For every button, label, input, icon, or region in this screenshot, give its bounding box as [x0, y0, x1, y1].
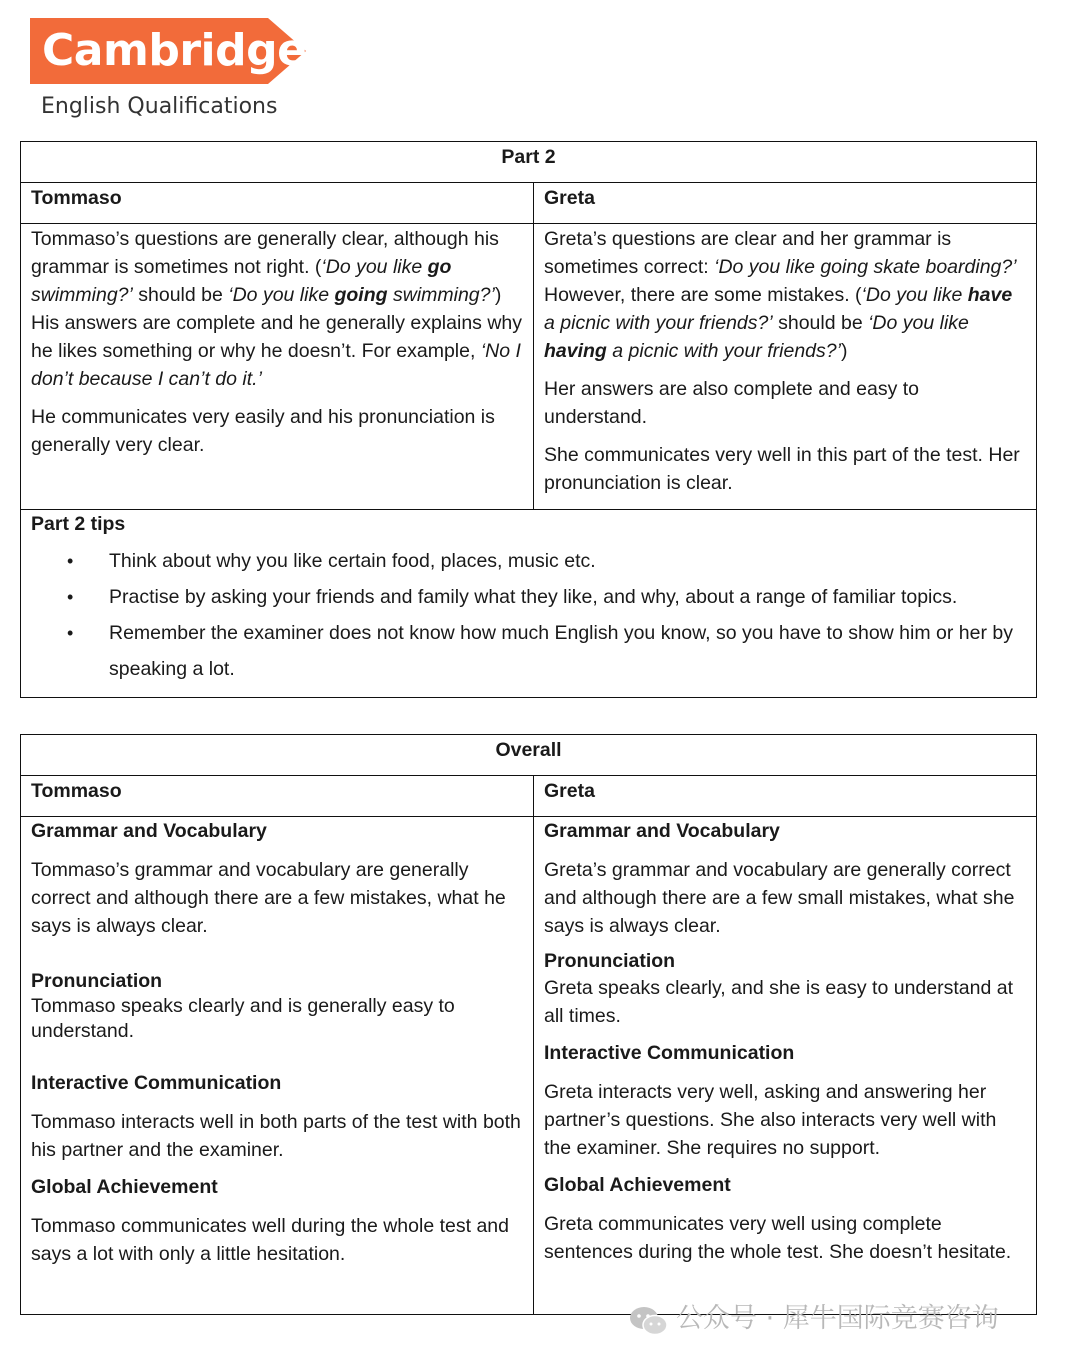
greta-interactive-heading: Interactive Communication: [544, 1042, 795, 1064]
part2-greta-header: Greta: [534, 183, 1037, 224]
greta-pronunciation-text: Greta speaks clearly, and she is easy to understand at all times.: [544, 977, 1013, 1027]
logo-subtitle: English Qualifications: [41, 94, 278, 119]
greta-grammar-text: Greta’s grammar and vocabulary are generally correct and although there are a few small mistakes, what she says is always clear.: [544, 859, 1015, 937]
tommaso-grammar-heading: Grammar and Vocabulary: [31, 820, 267, 842]
wechat-icon: [628, 1304, 668, 1336]
greta-grammar-heading: Grammar and Vocabulary: [544, 820, 780, 842]
bullet-icon: •: [67, 587, 74, 607]
list-item: • Remember the examiner does not know how much English you know, so you have to show him or her by speaking a lot.: [99, 615, 1026, 687]
tommaso-grammar-text: Tommaso’s grammar and vocabulary are generally correct and although there are a few mistakes, what he says is always clear.: [31, 859, 506, 937]
logo-wordmark: Cambridge: [42, 25, 307, 76]
part2-title: Part 2: [21, 142, 1037, 183]
part2-tommaso-paragraph-2: He communicates very easily and his pronunciation is generally very clear.: [31, 406, 495, 456]
part2-greta-paragraph-1: Greta’s questions are clear and her grammar is sometimes correct: ‘Do you like going skate boarding?’ However, there are some mistakes. (‘Do you like have a picnic with your friends?’ should be ‘Do you like having a picnic with your friends?’): [544, 228, 1017, 362]
overall-table: [20, 734, 1037, 1315]
part2-greta-paragraph-2: Her answers are also complete and easy to understand.: [544, 378, 920, 428]
part2-tips-cell: [21, 510, 1037, 698]
list-item: • Practise by asking your friends and family what they like, and why, about a range of familiar topics.: [99, 579, 1026, 615]
part2-tommaso-header: Tommaso: [21, 183, 534, 224]
cambridge-logo: [30, 18, 306, 84]
list-item: • Think about why you like certain food, places, music etc.: [99, 543, 1026, 579]
greta-global-heading: Global Achievement: [544, 1174, 731, 1196]
part2-tommaso-cell: [21, 224, 534, 510]
part2-table: [20, 141, 1037, 698]
part2-tommaso-paragraph-1: Tommaso’s questions are generally clear, although his grammar is sometimes not right. (‘Do you like go swimming?’ should be ‘Do you like going swimming?’) His answers are complete and he generally explains why he likes something or why he doesn’t. For example, ‘No I don’t because I can’t do it.’: [31, 228, 523, 390]
part2-greta-cell: [534, 224, 1037, 510]
greta-global-text: Greta communicates very well using complete sentences during the whole test. She doesn’t hesitate.: [544, 1213, 1012, 1263]
watermark-text: 公众号 · 犀牛国际竞赛咨询: [676, 1303, 999, 1334]
tommaso-pronunciation-text: Tommaso speaks clearly and is generally easy to understand.: [31, 995, 455, 1042]
overall-greta-cell: [534, 817, 1037, 1315]
greta-interactive-text: Greta interacts very well, asking and answering her partner’s questions. She also interacts very well with the examiner. She requires no support.: [544, 1081, 997, 1159]
tommaso-interactive-heading: Interactive Communication: [31, 1072, 282, 1094]
overall-tommaso-cell: [21, 817, 534, 1315]
greta-pronunciation-heading: Pronunciation: [544, 950, 676, 972]
overall-greta-header: Greta: [534, 776, 1037, 817]
tommaso-interactive-text: Tommaso interacts well in both parts of the test with both his partner and the examiner.: [31, 1111, 521, 1161]
part2-tips-list: [31, 543, 1026, 687]
bullet-icon: •: [67, 551, 74, 571]
tommaso-global-heading: Global Achievement: [31, 1176, 218, 1198]
watermark: [628, 1296, 999, 1336]
tommaso-global-text: Tommaso communicates well during the whole test and says a lot with only a little hesitation.: [31, 1215, 509, 1265]
bullet-icon: •: [67, 623, 74, 643]
overall-tommaso-header: Tommaso: [21, 776, 534, 817]
tommaso-pronunciation-heading: Pronunciation: [31, 970, 163, 992]
part2-greta-paragraph-3: She communicates very well in this part of the test. Her pronunciation is clear.: [544, 444, 1020, 494]
overall-title: Overall: [21, 735, 1037, 776]
part2-tips-title: Part 2 tips: [31, 513, 126, 535]
